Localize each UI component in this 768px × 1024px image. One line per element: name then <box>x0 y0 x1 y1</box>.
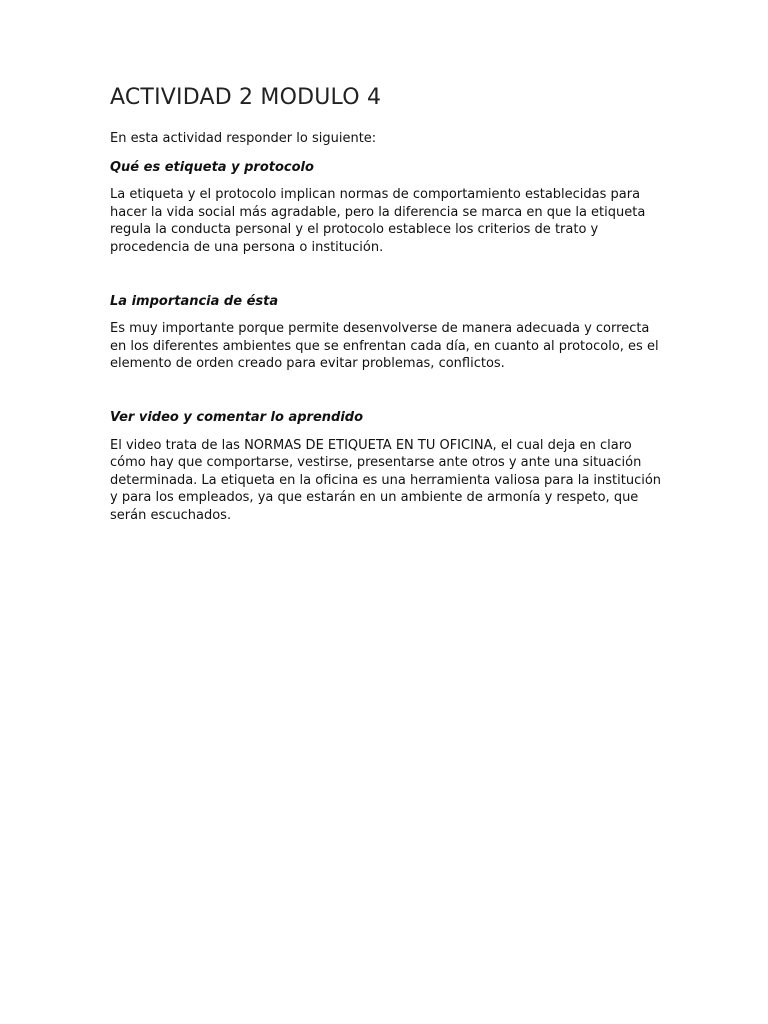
document-title: ACTIVIDAD 2 MODULO 4 <box>110 85 382 110</box>
section-body-etiqueta: La etiqueta y el protocolo implican normas de comportamiento establecidas para hacer la vida social más agradable, pero la diferencia se marca en que la etiqueta regula la conducta personal y el protocolo establece los criterios de trato y procedencia de una persona o institución. <box>110 187 646 255</box>
section-heading-importancia: La importancia de ésta <box>110 293 279 309</box>
section-body-video: El video trata de las NORMAS DE ETIQUETA EN TU OFICINA, el cual deja en claro cómo hay que comportarse, vestirse, presentarse ante otros y ante una situación determinada. La etiqueta en la oficina es una herramienta valiosa para la institución y para los empleados, ya que estarán en un ambiente de armonía y respeto, que serán escuchados. <box>110 437 662 523</box>
section-body-importancia: Es muy importante porque permite desenvolverse de manera adecuada y correcta en los diferentes ambientes que se enfrentan cada día, en cuanto al protocolo, es el elemento de orden creado para evitar problemas, conflictos. <box>110 321 659 372</box>
paragraph-spacer <box>110 383 662 409</box>
document-body <box>110 82 662 535</box>
section-heading-etiqueta: Qué es etiqueta y protocolo <box>110 159 314 175</box>
paragraph-spacer <box>110 267 662 293</box>
intro-paragraph: En esta actividad responder lo siguiente: <box>110 131 377 146</box>
section-heading-video: Ver video y comentar lo aprendido <box>110 409 364 425</box>
